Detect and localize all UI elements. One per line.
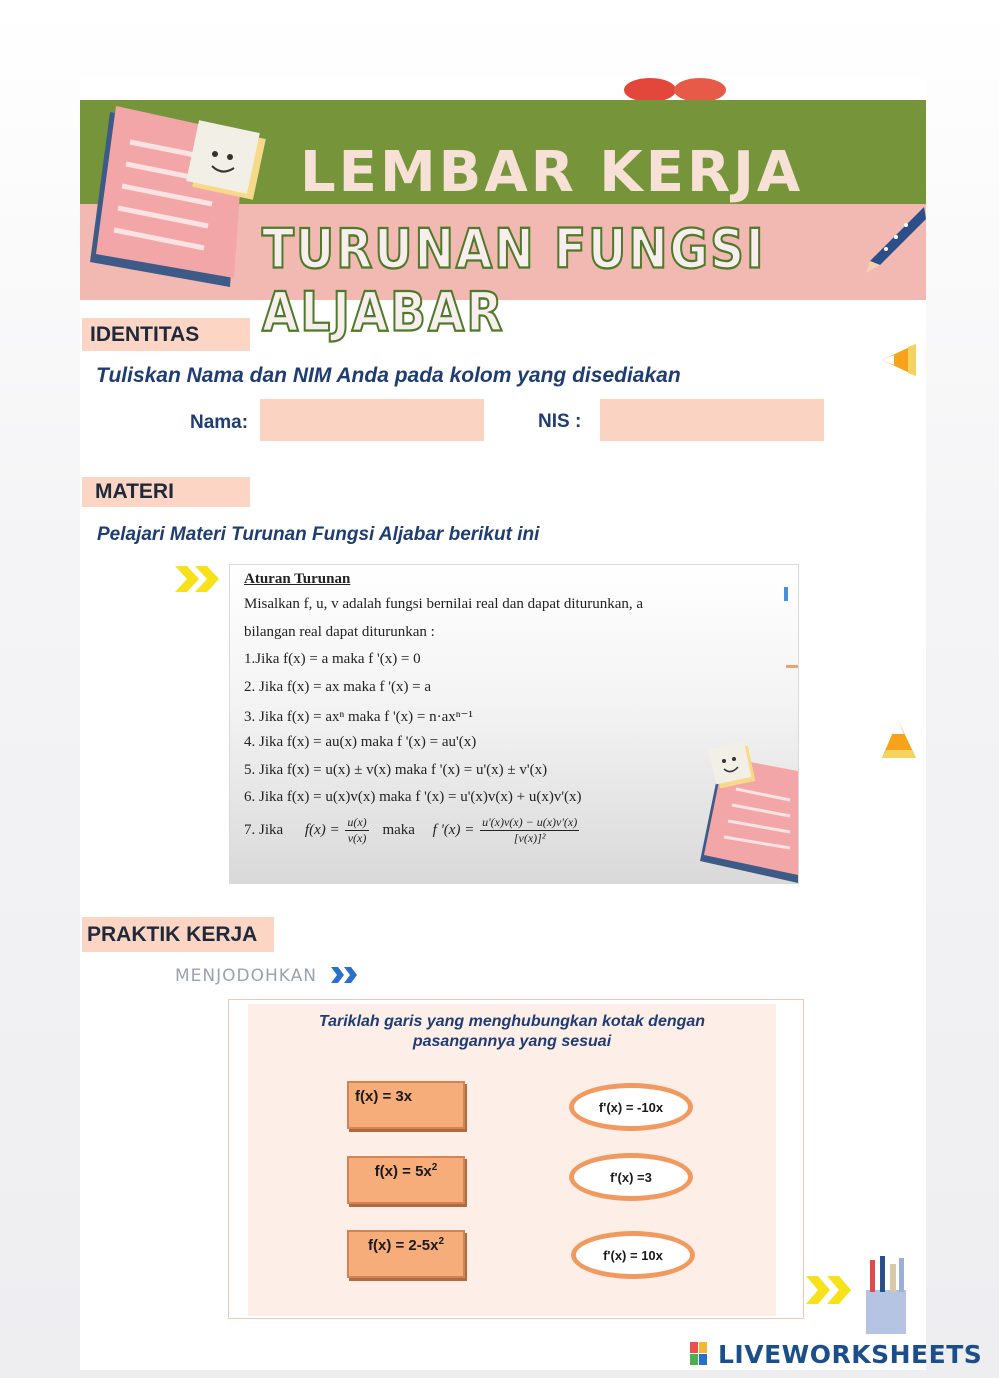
matching-instruction-line: pasangannya yang sesuai (412, 1033, 612, 1050)
rule7-denominator: v(x) (347, 831, 367, 845)
section-label-materi: MATERI (82, 477, 250, 507)
praktik-sub-text: MENJODOHKAN (175, 966, 317, 986)
section-label-praktik: PRAKTIK KERJA (82, 917, 274, 952)
nis-input[interactable] (600, 399, 824, 441)
section-label-identitas: IDENTITAS (82, 318, 250, 351)
liveworksheets-logo-icon (690, 1340, 718, 1368)
worksheet-subtitle: TURUNAN FUNGSI ALJABAR (262, 218, 766, 345)
apple-icon (620, 78, 740, 100)
notebook-icon (80, 102, 290, 297)
decor-dash (786, 665, 798, 668)
materi-intro: Misalkan f, u, v adalah fungsi bernilai real dan dapat diturunkan, a (244, 596, 644, 612)
materi-rule: 3. Jika f(x) = axⁿ maka f '(x) = n·axⁿ⁻¹ (244, 709, 473, 725)
match-left-exponent: 2 (438, 1236, 444, 1247)
name-label: Nama: (190, 412, 249, 433)
notebook-icon (700, 743, 798, 883)
chevron-right-icon (331, 967, 359, 983)
match-right-item-1[interactable]: f'(x) = -10x (569, 1083, 693, 1131)
rule7-rhs-numerator: u'(x)v(x) − u(x)v'(x) (482, 815, 578, 829)
rule7-prefix: 7. Jika (244, 821, 284, 838)
nis-label: NIS : (538, 411, 582, 432)
rule7-lhs: f(x) = (304, 821, 340, 838)
candy-corn-icon (880, 340, 920, 380)
praktik-sub-label (175, 966, 359, 986)
materi-content-box (229, 564, 799, 884)
match-left-item-2[interactable] (347, 1156, 465, 1204)
match-left-item-1[interactable] (347, 1081, 465, 1129)
materi-rule: 6. Jika f(x) = u(x)v(x) maka f '(x) = u'(x)v(x) + u(x)v'(x) (244, 789, 582, 805)
rule7-numerator: u(x) (347, 815, 367, 829)
matching-instruction (248, 1012, 776, 1052)
match-right-item-3[interactable]: f'(x) = 10x (571, 1231, 695, 1279)
chevron-right-icon (175, 566, 221, 592)
match-left-exponent: 2 (431, 1162, 438, 1173)
rule7-rhs-denominator: [v(x)]² (513, 831, 546, 845)
liveworksheets-brand: LIVEWORKSHEETS (718, 1339, 983, 1369)
scroll-marker (784, 587, 788, 601)
materi-heading: Aturan Turunan (244, 571, 351, 587)
materi-rule-7 (244, 815, 579, 846)
materi-rule: 4. Jika f(x) = au(x) maka f '(x) = au'(x) (244, 734, 477, 750)
materi-instruction: Pelajari Materi Turunan Fungsi Aljabar berikut ini (97, 524, 540, 545)
matching-instruction-line: Tariklah garis yang menghubungkan kotak dengan (318, 1013, 706, 1030)
candy-corn-icon (878, 718, 920, 762)
worksheet-title: LEMBAR KERJA (300, 140, 804, 205)
match-right-item-2[interactable]: f'(x) =3 (569, 1153, 693, 1201)
materi-rule: 5. Jika f(x) = u(x) ± v(x) maka f '(x) = u'(x) ± v'(x) (244, 762, 548, 778)
match-left-item-3[interactable] (347, 1230, 465, 1278)
rule7-maka: maka (382, 821, 415, 838)
identitas-instruction: Tuliskan Nama dan NIM Anda pada kolom yang disediakan (96, 364, 681, 387)
chevron-right-icon (806, 1276, 854, 1304)
name-input[interactable] (260, 399, 484, 441)
match-left-text: f(x) = 5x (374, 1163, 432, 1180)
materi-rule: 2. Jika f(x) = ax maka f '(x) = a (244, 679, 432, 695)
pencil-cup-icon (860, 1256, 912, 1336)
materi-intro: bilangan real dapat diturunkan : (244, 624, 435, 640)
match-left-text: f(x) = 3x (355, 1088, 413, 1105)
liveworksheets-logo[interactable] (690, 1338, 982, 1370)
materi-rule: 1.Jika f(x) = a maka f '(x) = 0 (244, 651, 421, 667)
rule7-rhs: f '(x) = (432, 821, 475, 838)
match-left-text: f(x) = 2-5x (367, 1237, 439, 1254)
